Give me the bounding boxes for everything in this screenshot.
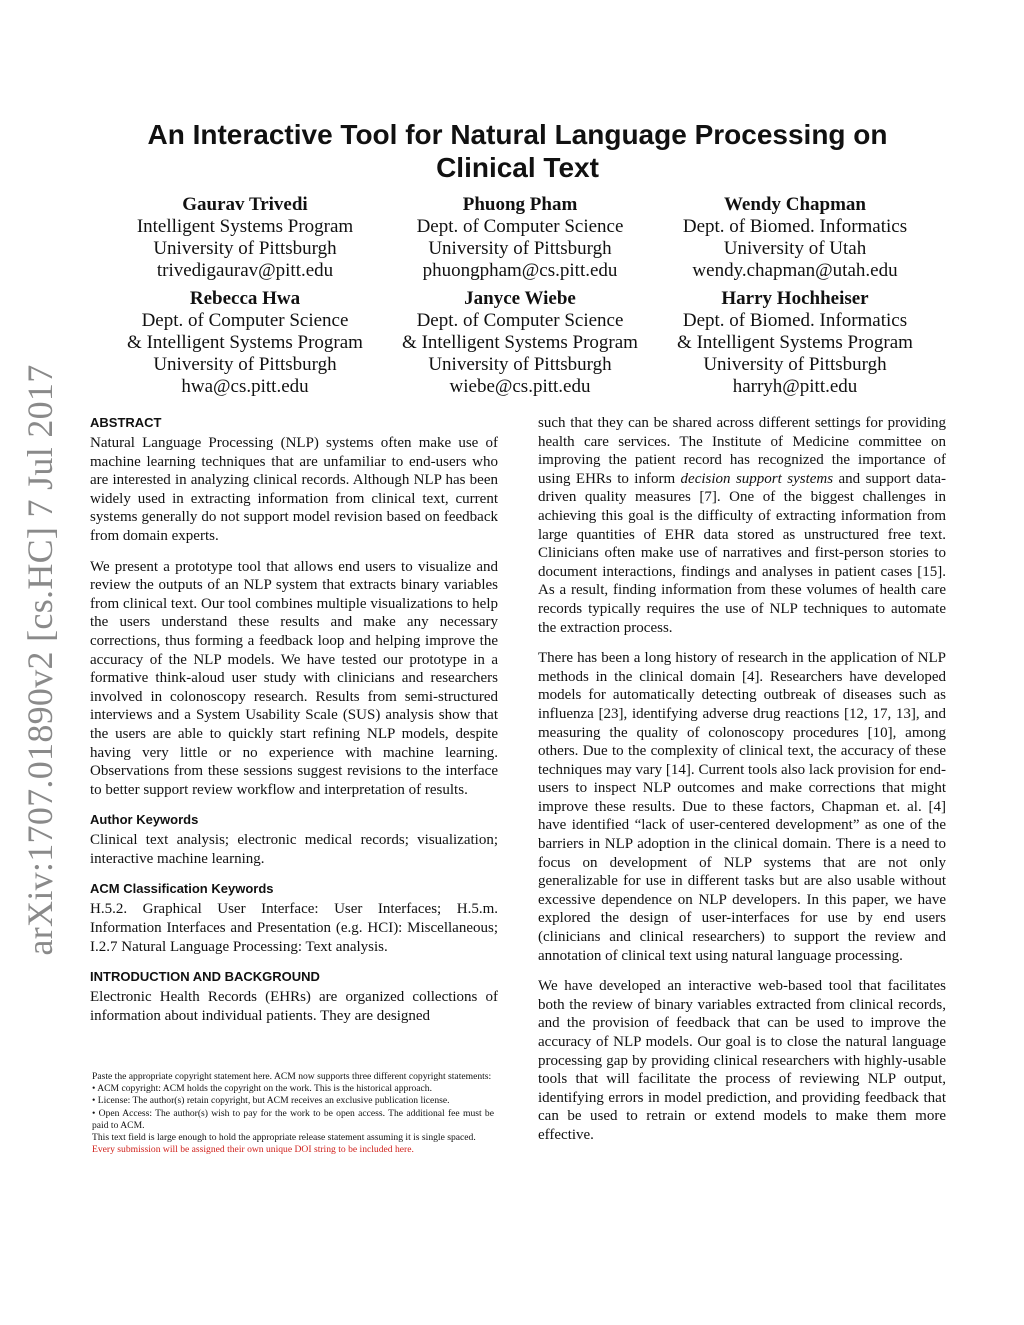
author-affiliation: Dept. of Computer Science bbox=[141, 310, 349, 331]
arxiv-identifier: arXiv:1707.01890v2 [cs.HC] 7 Jul 2017 bbox=[20, 364, 60, 956]
footnote-line: Paste the appropriate copyright statement here. ACM now supports three different copyright statements: bbox=[92, 1071, 492, 1082]
intro-text: and support data-driven quality measures [7]. One of the biggest challenges in achieving this goal is the difficulty of extracting information from large quantities of EHR data stored as unstructured free text. Clinicians often make use of narratives and first-person stories to document interactions, findings and analyses in patient cases [15]. As a result, finding information from these volumes of health care records typically requires the use of NLP techniques to automate the extraction process. bbox=[538, 470, 946, 636]
author-affiliation: University of Pittsburgh bbox=[428, 238, 612, 259]
author-affiliation: & Intelligent Systems Program bbox=[127, 332, 363, 353]
keywords-heading: Author Keywords bbox=[90, 812, 199, 828]
acm-classification-text: H.5.2. Graphical User Interface: User Interfaces; H.5.m. Information Interfaces and Presentation (e.g. HCI): Miscellaneous; I.2.7 Natural Language Processing: Text analysis. bbox=[90, 901, 498, 955]
author-affiliation: Dept. of Biomed. Informatics bbox=[682, 216, 908, 237]
author-name: Phuong Pham bbox=[462, 194, 578, 215]
introduction-paragraph: Electronic Health Records (EHRs) are organized collections of information about individual patients. They are designed bbox=[90, 989, 498, 1024]
author-block bbox=[375, 194, 665, 282]
author-name: Gaurav Trivedi bbox=[182, 194, 308, 215]
author-block bbox=[100, 194, 390, 282]
title-line-2: Clinical Text bbox=[436, 152, 599, 183]
author-affiliation: University of Pittsburgh bbox=[153, 238, 337, 259]
footnote-line: • Open Access: The author(s) wish to pay for the work to be open access. The additional fee must be paid to ACM. bbox=[92, 1107, 494, 1131]
author-email[interactable]: harryh@pitt.edu bbox=[732, 376, 858, 397]
author-email[interactable]: phuongpham@cs.pitt.edu bbox=[422, 260, 618, 281]
author-email[interactable]: trivedigaurav@pitt.edu bbox=[156, 260, 334, 281]
keywords-text: Clinical text analysis; electronic medical records; visualization; interactive machine learning. bbox=[90, 832, 498, 867]
author-affiliation: University of Pittsburgh bbox=[428, 354, 612, 375]
author-email[interactable]: wendy.chapman@utah.edu bbox=[692, 260, 898, 281]
introduction-paragraph bbox=[538, 414, 946, 637]
introduction-paragraph: There has been a long history of research in the application of NLP methods in the clinical domain [4]. Researchers have developed models for automatically detecting outbreak of diseases such as influenza [23], identifying adverse drug reactions [12, 17, 13], and measuring the quality of colonoscopy procedures [10], among others. Due to the complexity of clinical text, the accuracy of these techniques may vary [14]. Current tools also lack provision for end-users to inspect NLP outcomes and make corrections that might improve these results. Due to these factors, Chapman et. al. [4] have identified “lack of user-centered development” as one of the barriers in NLP adoption in the clinical domain. There is a need to focus on development of NLP systems that are not only generalizable for use in different tasks but are also usable without excessive dependence on NLP developers. In this paper, we have explored the design of user-interfaces for use by end users (clinicians and clinical researchers) to support the review and annotation of clinical text using natural language processing. bbox=[538, 650, 946, 964]
copyright-footnote bbox=[92, 1071, 494, 1156]
right-column bbox=[538, 414, 946, 1157]
footnote-line: This text field is large enough to hold the appropriate release statement assuming it is single spaced. bbox=[92, 1132, 476, 1144]
author-affiliation: University of Utah bbox=[723, 238, 867, 259]
intro-emphasis: decision support systems bbox=[680, 470, 834, 487]
author-block bbox=[375, 288, 665, 398]
introduction-heading: INTRODUCTION AND BACKGROUND bbox=[90, 969, 320, 985]
left-column bbox=[90, 414, 498, 1037]
title-line-1: An Interactive Tool for Natural Language Processing on bbox=[147, 119, 888, 150]
footnote-line: • ACM copyright: ACM holds the copyright on the work. This is the historical approach. bbox=[92, 1083, 432, 1095]
abstract-paragraph: Natural Language Processing (NLP) systems often make use of machine learning techniques that are unfamiliar to end-users who are interested in analyzing clinical records. Although NLP has been widely used in extracting information from clinical text, current systems generally do not support model revision based on feedback from domain experts. bbox=[90, 435, 498, 544]
author-name: Janyce Wiebe bbox=[464, 288, 576, 309]
author-affiliation: Intelligent Systems Program bbox=[136, 216, 354, 237]
abstract-paragraph: We present a prototype tool that allows end users to visualize and review the outputs of an NLP system that extracts binary variables from clinical text. Our tool combines multiple visualizations to help the users understand these results and make any necessary corrections, thus forming a feedback loop and helping improve the accuracy of the NLP models. We have tested our prototype in a formative think-aloud user study with clinicians and researchers involved in colonoscopy research. Results from semi-structured interviews and a System Usability Scale (SUS) analysis show that the users are able to quickly start refining NLP models, despite having very little or no experience with machine learning. Observations from these sessions suggest revisions to the interface to better support review workflow and interpretation of results. bbox=[90, 558, 498, 798]
footnote-line: • License: The author(s) retain copyright, but ACM receives an exclusive publication license. bbox=[92, 1095, 450, 1107]
abstract-heading: ABSTRACT bbox=[90, 415, 162, 430]
paper-title bbox=[100, 118, 935, 184]
footnote-doi-line: Every submission will be assigned their own unique DOI string to be included here. bbox=[92, 1144, 414, 1156]
author-affiliation: University of Pittsburgh bbox=[703, 354, 887, 375]
acm-classification-heading: ACM Classification Keywords bbox=[90, 881, 274, 897]
author-block bbox=[650, 194, 940, 282]
author-name: Wendy Chapman bbox=[723, 194, 867, 215]
intro-text: such that they can be shared across different settings for providing health care services. The Institute of Medicine committee on improving the patient record has recognized the importance of using EHRs to inform bbox=[538, 415, 946, 487]
author-affiliation: Dept. of Computer Science bbox=[416, 310, 624, 331]
author-email[interactable]: hwa@cs.pitt.edu bbox=[181, 376, 309, 397]
author-block bbox=[100, 288, 390, 398]
author-affiliation: & Intelligent Systems Program bbox=[677, 332, 913, 353]
introduction-paragraph: We have developed an interactive web-based tool that facilitates both the review of binary variables extracted from clinical records, and the provision of feedback that can be used to improve the accuracy of NLP models. Our goal is to close the natural language processing gap by providing clinical researchers with highly-usable tools that will facilitate the process of reviewing NLP output, identifying errors in model prediction, and providing feedback that can be used to retrain or extend models to make them more effective. bbox=[538, 978, 946, 1143]
author-block bbox=[650, 288, 940, 398]
author-affiliation: Dept. of Computer Science bbox=[416, 216, 624, 237]
author-affiliation: University of Pittsburgh bbox=[153, 354, 337, 375]
author-affiliation: Dept. of Biomed. Informatics bbox=[682, 310, 908, 331]
author-email[interactable]: wiebe@cs.pitt.edu bbox=[449, 376, 591, 397]
author-affiliation: & Intelligent Systems Program bbox=[402, 332, 638, 353]
author-name: Rebecca Hwa bbox=[189, 288, 301, 309]
author-name: Harry Hochheiser bbox=[721, 288, 869, 309]
